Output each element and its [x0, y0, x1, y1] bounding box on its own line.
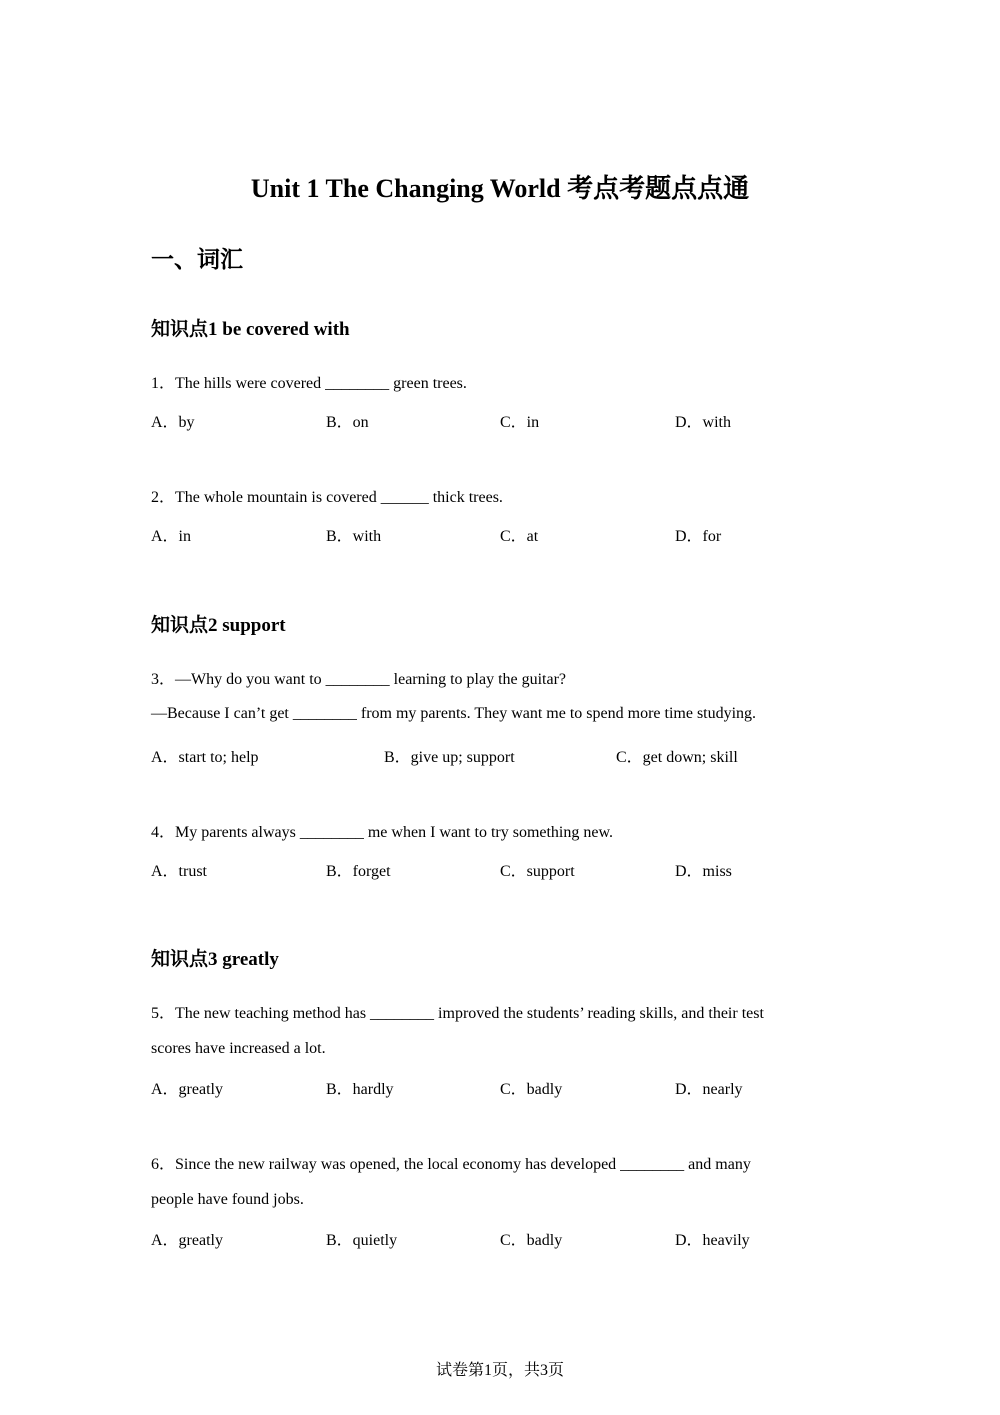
question-3-text: 3．—Why do you want to ________ learning to play the guitar? [151, 671, 567, 688]
question-5-text: 5．The new teaching method has ________ improved the students’ reading skills, and their test [151, 1005, 764, 1022]
question-2-option-b: B．with [326, 528, 382, 545]
section-heading: 一、词汇 [151, 247, 243, 272]
question-5-option-c: C．badly [500, 1081, 563, 1098]
question-6-text: 6．Since the new railway was opened, the local economy has developed ________ and many [151, 1156, 751, 1173]
question-6-option-c: C．badly [500, 1232, 563, 1249]
question-3-option-c: C．get down; skill [616, 749, 738, 766]
question-5-text-line-2: scores have increased a lot. [151, 1040, 326, 1057]
knowledge-point-heading: 知识点2 support [151, 615, 286, 636]
question-1-option-b: B．on [326, 414, 369, 431]
question-5-option-d: D．nearly [675, 1081, 743, 1098]
question-4-option-b: B．forget [326, 863, 391, 880]
question-1-option-a: A．by [151, 414, 195, 431]
question-6-option-a: A．greatly [151, 1232, 223, 1249]
question-4-option-c: C．support [500, 863, 575, 880]
question-2-option-a: A．in [151, 528, 192, 545]
question-6-option-d: D．heavily [675, 1232, 750, 1249]
question-3-text-line-2: —Because I can’t get ________ from my parents. They want me to spend more time studying. [151, 705, 757, 722]
page-title: Unit 1 The Changing World 考点考题点点通 [250, 174, 750, 203]
question-3-option-a: A．start to; help [151, 749, 259, 766]
question-6-option-b: B．quietly [326, 1232, 398, 1249]
question-1-text: 1．The hills were covered ________ green trees. [151, 375, 467, 392]
question-5-option-a: A．greatly [151, 1081, 223, 1098]
question-1-option-d: D．with [675, 414, 732, 431]
question-3-option-b: B．give up; support [384, 749, 515, 766]
question-4-text: 4．My parents always ________ me when I want to try something new. [151, 824, 613, 841]
question-2-option-d: D．for [675, 528, 722, 545]
question-2-text: 2．The whole mountain is covered ______ thick trees. [151, 489, 503, 506]
knowledge-point-heading: 知识点3 greatly [151, 949, 279, 970]
question-1-option-c: C．in [500, 414, 540, 431]
knowledge-point-heading: 知识点1 be covered with [151, 319, 350, 340]
question-4-option-d: D．miss [675, 863, 732, 880]
question-6-text-line-2: people have found jobs. [151, 1191, 304, 1208]
question-2-option-c: C．at [500, 528, 539, 545]
question-5-option-b: B．hardly [326, 1081, 394, 1098]
question-4-option-a: A．trust [151, 863, 208, 880]
page-footer: 试卷第1页，共3页 [435, 1362, 564, 1379]
